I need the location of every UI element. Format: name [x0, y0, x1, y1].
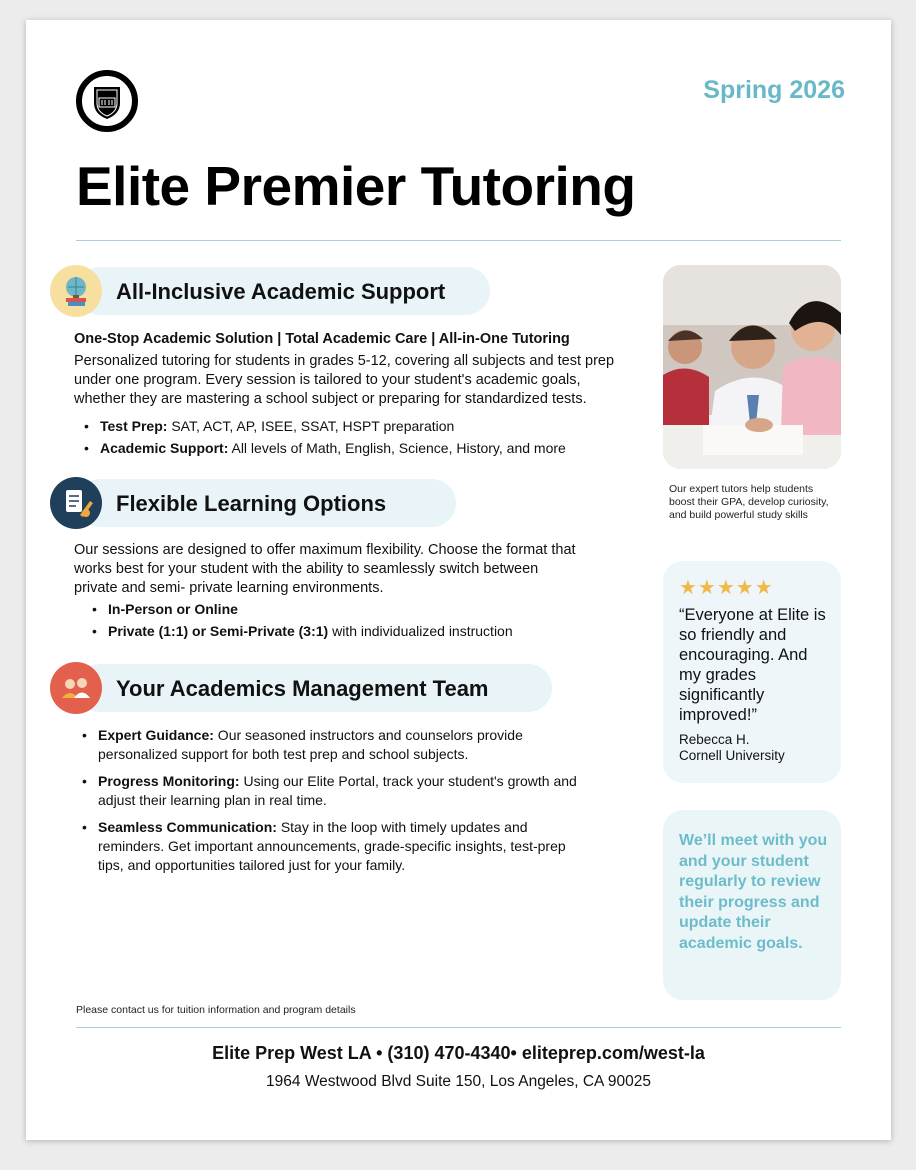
section3-bullets: [74, 726, 594, 875]
contact-note: Please contact us for tuition information and program details: [76, 1004, 356, 1016]
footer-divider: [76, 1027, 841, 1028]
flyer-page: [26, 20, 891, 1140]
section1-bullets: [76, 417, 636, 458]
meeting-info-text: We’ll meet with you and your student regularly to review their progress and update their academic goals.: [679, 832, 828, 952]
section1-tagline: One-Stop Academic Solution | Total Academic Care | All-in-One Tutoring: [74, 331, 570, 347]
season-label: Spring 2026: [703, 76, 845, 104]
testimonial-quote: “Everyone at Elite is so friendly and encouraging. And my grades significantly improved!”: [679, 606, 826, 724]
photo-caption: Our expert tutors help students boost their GPA, develop curiosity, and build powerful study skills: [669, 483, 829, 521]
star-rating-icon: ★★★★★: [679, 577, 774, 599]
section1-paragraph: Personalized tutoring for students in grades 5-12, covering all subjects and test prep under one program. Every session is tailored to your student's academic goals, whether they are mastering a school subject or preparing for standardized tests.: [74, 353, 615, 407]
section-title: Flexible Learning Options: [116, 491, 387, 516]
shield-crest-icon: [76, 70, 138, 132]
footer-address: 1964 Westwood Blvd Suite 150, Los Angeles, CA 90025: [266, 1073, 651, 1090]
checklist-pencil-icon: [50, 477, 102, 529]
list-item: • Seamless Communication: Stay in the loop with timely updates and reminders. Get important announcements, grade-specific insights, test-prep tips, and opportunities tailored just for your family.: [74, 818, 594, 875]
section2-bullets: [84, 600, 604, 641]
header-divider: [76, 240, 841, 241]
page-title: Elite Premier Tutoring: [76, 155, 636, 217]
list-item: • In-Person or Online: [84, 600, 604, 619]
students-photo: [663, 265, 841, 469]
list-item: • Private (1:1) or Semi-Private (3:1) with individualized instruction: [84, 622, 604, 641]
author-school: Cornell University: [679, 748, 785, 763]
section-header-flexible-learning: [50, 479, 470, 527]
section-title: All-Inclusive Academic Support: [116, 279, 446, 304]
section2-paragraph: Our sessions are designed to offer maximum flexibility. Choose the format that works best for your student with the ability to seamlessly switch between private and semi- private learning environments.: [74, 542, 576, 596]
team-people-icon: [50, 662, 102, 714]
list-item: • Academic Support: All levels of Math, English, Science, History, and more: [76, 439, 636, 458]
list-item: • Test Prep: SAT, ACT, AP, ISEE, SSAT, HSPT preparation: [76, 417, 636, 436]
author-name: Rebecca H.: [679, 732, 750, 747]
section-header-management-team: [50, 664, 560, 712]
meeting-info-card: [663, 810, 841, 1000]
globe-books-icon: [50, 265, 102, 317]
section-title: Your Academics Management Team: [116, 676, 489, 701]
testimonial-card: [663, 561, 841, 783]
footer-contact: Elite Prep West LA • (310) 470-4340• eliteprep.com/west-la: [212, 1043, 705, 1063]
list-item: • Expert Guidance: Our seasoned instructors and counselors provide personalized support for both test prep and school subjects.: [74, 726, 594, 764]
list-item: • Progress Monitoring: Using our Elite Portal, track your student's growth and adjust their learning plan in real time.: [74, 772, 594, 810]
testimonial-author: [679, 732, 785, 764]
section-header-academic-support: [50, 267, 490, 315]
